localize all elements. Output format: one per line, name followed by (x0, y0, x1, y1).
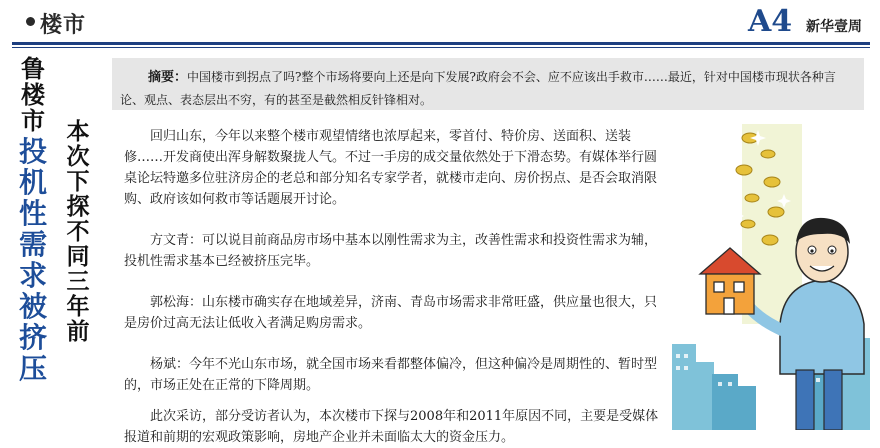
paragraph: 方文青：可以说目前商品房市场中基本以刚性需求为主，改善性需求和投资性需求为辅，投机性需求基本已经被挤压完毕。 (124, 233, 658, 269)
housing-cartoon-illustration (672, 124, 870, 430)
paragraph: 郭松海：山东楼市确实存在地域差异，济南、青岛市场需求非常旺盛，供应量也很大，只是房价过高无法让低收入者满足购房需求。 (124, 295, 658, 331)
article-body (124, 126, 661, 448)
illustration (672, 124, 870, 430)
headline (16, 56, 50, 384)
section-name: 楼市 (40, 13, 87, 38)
page-header (0, 0, 880, 44)
headline-line2: 投机性需求被挤压 (18, 135, 47, 385)
subheadline: 本次下探不同三年前 (66, 119, 90, 345)
header-rule (12, 42, 870, 45)
headline-line1: 鲁楼市 (21, 55, 45, 135)
header-rule-thin (12, 47, 870, 48)
page-number: A4 (748, 4, 793, 39)
summary-label: 摘要： (148, 70, 188, 85)
bullet-icon (26, 17, 35, 26)
paragraph: 此次采访，部分受访者认为，本次楼市下探与2008年和2011年原因不同，主要是受媒体报道和前期的宏观政策影响，房地产企业并未面临太大的资金压力。 (124, 409, 659, 445)
summary-text: 中国楼市到拐点了吗?整个市场将要向上还是向下发展?政府会不会、应不应该出手救市……最近，针对中国楼市现状各种言论、观点、表态层出不穷，有的甚至是截然相反针锋相对。 (120, 70, 836, 107)
paper-name: 新华壹周 (806, 19, 862, 35)
summary-box (112, 58, 864, 110)
paragraph: 回归山东，今年以来整个楼市观望情绪也浓厚起来，零首付、特价房、送面积、送装修……开发商使出浑身解数聚拢人气。不过一手房的成交量依然处于下滑态势。有媒体举行圆桌论坛特邀多位驻济房企的老总和部分知名专家学者，就楼市走向、房价拐点、是否会取消限购、政府该如何救市等话题展开讨论。 (124, 129, 658, 207)
paragraph: 杨斌：今年不光山东市场，就全国市场来看都整体偏冷，但这种偏冷是周期性的、暂时型的，市场正处在正常的下降周期。 (124, 357, 658, 393)
